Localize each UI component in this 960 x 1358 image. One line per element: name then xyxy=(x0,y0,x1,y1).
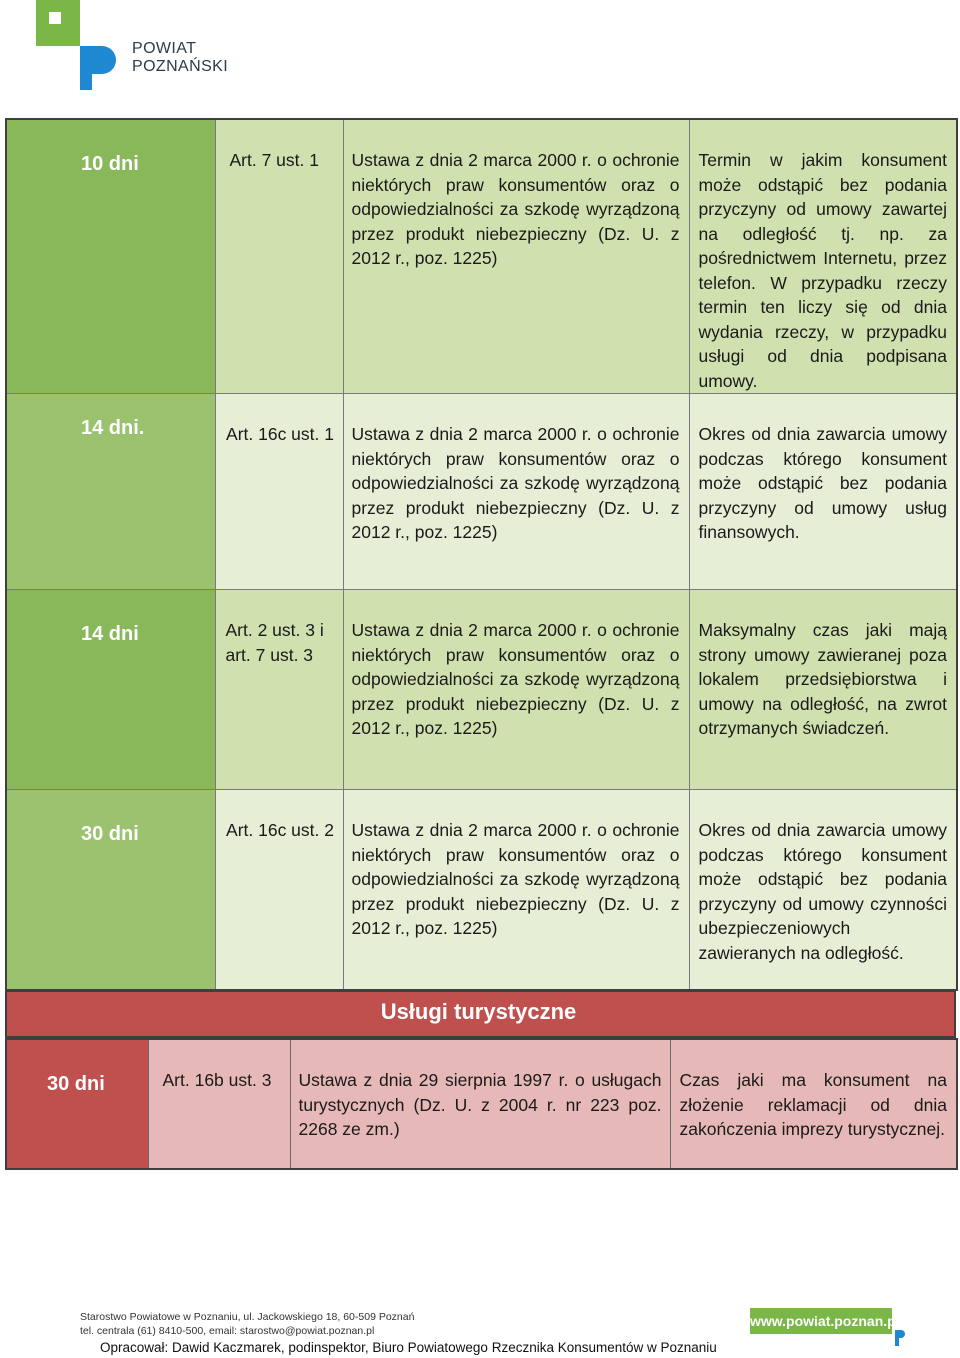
description-text: Okres od dnia zawarcia umowy podczas którego konsument może odstąpić bez podania przyczyny od umowy usług finansowych. xyxy=(698,424,947,542)
footer-address-line-2: tel. centrala (61) 8410-500, email: starostwo@powiat.poznan.pl xyxy=(80,1325,375,1337)
article-text: Art. 16c ust. 2 xyxy=(226,820,334,840)
footer-author: Opracował: Dawid Kaczmarek, podinspektor, Biuro Powiatowego Rzecznika Konsumentów w Poznaniu xyxy=(100,1340,717,1355)
tourism-table xyxy=(5,1038,958,1170)
law-cell xyxy=(343,790,689,990)
law-cell xyxy=(343,590,689,790)
days-cell xyxy=(6,394,215,590)
footer-logo-dot-icon xyxy=(895,1330,905,1346)
footer-address xyxy=(80,1310,414,1338)
description-text: Termin w jakim konsument może odstąpić bez podania przyczyny od umowy zawartej na odległość tj. np. za pośrednictwem Internetu, przez telefon. W przypadku rzeczy termin ten liczy się od dnia wydania rzeczy, w przypadku usługi od dnia podpisana umowy. xyxy=(698,150,947,391)
description-cell xyxy=(689,394,957,590)
days-cell xyxy=(6,590,215,790)
footer-address-line-1: Starostwo Powiatowe w Poznaniu, ul. Jackowskiego 18, 60-509 Poznań xyxy=(80,1311,415,1323)
powiat-logo xyxy=(36,0,256,92)
law-text: Ustawa z dnia 2 marca 2000 r. o ochronie niektórych praw konsumentów oraz o odpowiedzialności za szkodę wyrządzoną przez produkt niebezpieczny (Dz. U. z 2012 r., poz. 1225) xyxy=(351,820,680,938)
deadlines-table xyxy=(5,118,958,991)
description-cell xyxy=(670,1039,957,1169)
days-cell xyxy=(6,119,215,394)
description-text: Czas jaki ma konsument na złożenie reklamacji od dnia zakończenia imprezy turystycznej. xyxy=(679,1070,947,1139)
table-row xyxy=(6,1039,957,1169)
days-value: 10 dni xyxy=(81,153,139,175)
article-cell xyxy=(215,590,343,790)
article-text: Art. 16b ust. 3 xyxy=(162,1070,272,1090)
article-cell xyxy=(215,790,343,990)
article-text: Art. 7 ust. 1 xyxy=(229,150,319,170)
law-cell xyxy=(290,1039,670,1169)
logo-line-1: POWIAT xyxy=(132,40,197,57)
law-text: Ustawa z dnia 2 marca 2000 r. o ochronie niektórych praw konsumentów oraz o odpowiedzialności za szkodę wyrządzoną przez produkt niebezpieczny (Dz. U. z 2012 r., poz. 1225) xyxy=(351,150,680,268)
days-value: 14 dni xyxy=(81,623,139,645)
logo-line-2: POZNAŃSKI xyxy=(132,58,229,75)
description-cell xyxy=(689,590,957,790)
section-title-text: Usługi turystyczne xyxy=(380,999,577,1024)
days-value: 14 dni. xyxy=(81,417,145,439)
days-value: 30 dni xyxy=(47,1073,105,1095)
law-text: Ustawa z dnia 2 marca 2000 r. o ochronie niektórych praw konsumentów oraz o odpowiedzialności za szkodę wyrządzoną przez produkt niebezpieczny (Dz. U. z 2012 r., poz. 1225) xyxy=(351,620,680,738)
law-cell xyxy=(343,394,689,590)
law-text: Ustawa z dnia 29 sierpnia 1997 r. o usługach turystycznych (Dz. U. z 2004 r. nr 223 poz. 2268 ze zm.) xyxy=(298,1070,662,1139)
law-text: Ustawa z dnia 2 marca 2000 r. o ochronie niektórych praw konsumentów oraz o odpowiedzialności za szkodę wyrządzoną przez produkt niebezpieczny (Dz. U. z 2012 r., poz. 1225) xyxy=(351,424,680,542)
powiat-logo-mark xyxy=(36,0,116,90)
table-row xyxy=(6,590,957,790)
description-text: Maksymalny czas jaki mają strony umowy zawieranej poza lokalem przedsiębiorstwa i umowy na odległość, na zwrot otrzymanych świadczeń. xyxy=(698,620,947,738)
article-cell xyxy=(215,394,343,590)
days-cell xyxy=(6,1039,148,1169)
footer-website-link[interactable]: www.powiat.poznan.pl xyxy=(750,1308,892,1334)
article-cell xyxy=(215,119,343,394)
days-value: 30 dni xyxy=(81,823,139,845)
article-text: Art. 16c ust. 1 xyxy=(226,424,334,444)
description-text: Okres od dnia zawarcia umowy podczas którego konsument może odstąpić bez podania przyczyny od umowy czynności ubezpieczeniowych zawieranych na odległość. xyxy=(698,820,947,963)
table-row xyxy=(6,119,957,394)
table-row xyxy=(6,790,957,990)
section-title-tourism xyxy=(5,990,956,1038)
description-cell xyxy=(689,790,957,990)
table-row xyxy=(6,394,957,590)
law-cell xyxy=(343,119,689,394)
description-cell xyxy=(689,119,957,394)
article-cell xyxy=(148,1039,290,1169)
days-cell xyxy=(6,790,215,990)
logo-wordmark xyxy=(132,40,228,76)
article-text: Art. 2 ust. 3 i art. 7 ust. 3 xyxy=(225,620,324,665)
